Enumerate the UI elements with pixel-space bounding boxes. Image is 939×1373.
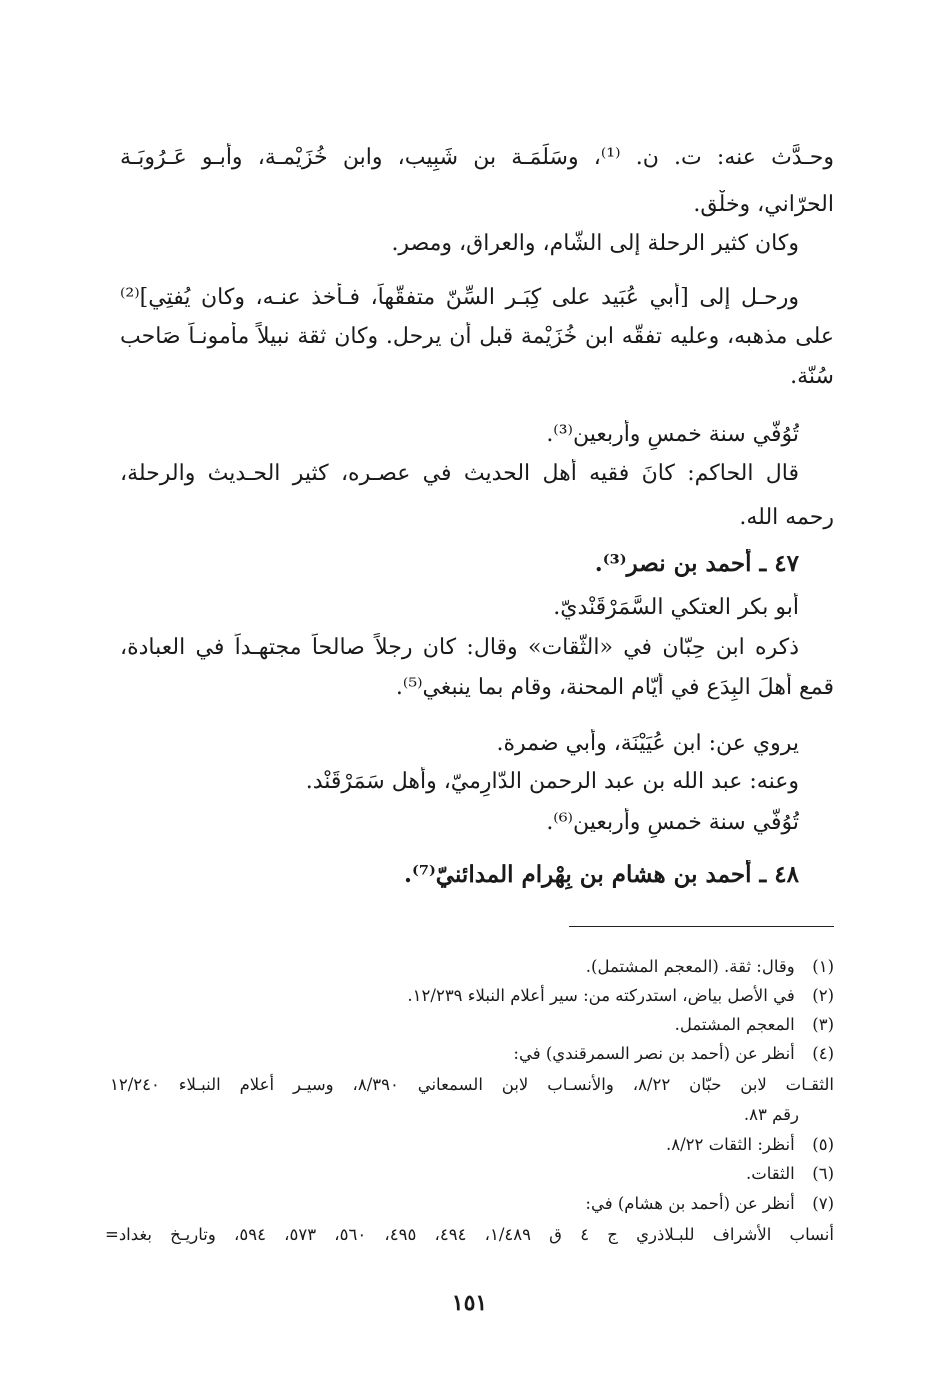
footnote-text: أنظر: الثقات ٨/٢٢. bbox=[665, 1135, 795, 1154]
body-line-13: قمع أهلَ البِدَع في أيّام المحنة، وقام بما ينبغي⁽⁵⁾. bbox=[395, 675, 834, 700]
footnote-number: (٦) bbox=[812, 1164, 834, 1183]
footnote-1 bbox=[105, 955, 834, 979]
footnote-number: (٧) bbox=[812, 1194, 834, 1213]
footnote-7-continuation: أنساب الأشراف للبـلاذري ج ٤ ق ١/٤٨٩، ٤٩٤، ٤٩٥، ٥٦٠، ٥٧٣، ٥٩٤، وتاريـخ بغداد= bbox=[105, 1225, 834, 1244]
footnote-number: (٣) bbox=[812, 1015, 834, 1034]
body-line-14: يروي عن: ابن عُيَيْنَة، وأبي ضمرة. bbox=[496, 731, 799, 756]
body-line-8: قال الحاكم: كانَ فقيه أهل الحديث في عصـره، كثير الحـديث والرحلة، bbox=[120, 461, 799, 486]
footnote-6 bbox=[105, 1162, 834, 1186]
body-line-3: وكان كثير الرحلة إلى الشّام، والعراق، ومصر. bbox=[391, 231, 799, 256]
body-line-12: ذكره ابن حِبّان في «الثّقات» وقال: كان رجلاً صالحاً مجتهـداً في العبادة، bbox=[120, 635, 799, 660]
footnote-number: (٥) bbox=[812, 1135, 834, 1154]
body-line-1: وحـدَّث عنه: ت. ن. ⁽¹⁾، وسَلَمَـة بن شَبِيب، وابن خُزَيْمـة، وأبـو عَـرُوبَـة bbox=[120, 145, 834, 170]
page-number: ١٥١ bbox=[451, 1290, 488, 1316]
body-line-11: أبو بكر العتكي السَّمَرْقَنْديّ. bbox=[553, 595, 799, 620]
footnote-4-continuation: الثقـات لابن حبّان ٨/٢٢، والأنسـاب لابن السمعاني ٨/٣٩٠، وسيـر أعلام النبـلاء ١٢/٢٤٠ bbox=[110, 1075, 834, 1094]
footnote-4-continuation-2: رقم ٨٣. bbox=[743, 1105, 799, 1124]
footnote-number: (٢) bbox=[812, 986, 834, 1005]
footnote-text: وقال: ثقة. (المعجم المشتمل). bbox=[585, 957, 795, 976]
body-line-16: تُوُفّي سنة خمسٍ وأربعين⁽⁶⁾. bbox=[546, 810, 799, 835]
footnote-number: (١) bbox=[812, 957, 834, 976]
footnote-3 bbox=[105, 1013, 834, 1037]
footnote-text: المعجم المشتمل. bbox=[674, 1015, 795, 1034]
body-line-6: سُنّة. bbox=[790, 364, 834, 389]
footnote-7 bbox=[105, 1192, 834, 1216]
body-line-2: الحرّاني، وخلْق. bbox=[693, 192, 834, 217]
body-line-7: تُوُفّي سنة خمسٍ وأربعين⁽³⁾. bbox=[546, 422, 799, 447]
footnote-text: الثقات. bbox=[746, 1164, 795, 1183]
body-line-4: ورحـل إلى [أبي عُبَيد على كِبَـر السِّنّ متفقّهاً، فـأخذ عنـه، وكان يُفتِي]⁽²⁾ bbox=[120, 285, 799, 310]
body-line-9: رحمه الله. bbox=[739, 505, 834, 530]
footnote-number: (٤) bbox=[812, 1044, 834, 1063]
body-line-15: وعنه: عبد الله بن عبد الرحمن الدّارِميّ، وأهل سَمَرْقَنْد. bbox=[305, 769, 799, 794]
entry-heading-48: ٤٨ ـ أحمد بن هشام بن بِهْرام المدائنيّ⁽⁷⁾. bbox=[404, 861, 799, 888]
footnote-2 bbox=[105, 984, 834, 1008]
footnote-text: أنظر عن (أحمد بن نصر السمرقندي) في: bbox=[513, 1044, 795, 1063]
body-line-5: على مذهبه، وعليه تفقّه ابن خُزَيْمة قبل أن يرحل. وكان ثقة نبيلاً مأمونـاً صَاحب bbox=[120, 324, 834, 349]
footnote-5 bbox=[105, 1133, 834, 1157]
footnote-separator bbox=[569, 926, 834, 927]
footnote-text: في الأصل بياض، استدركته من: سير أعلام النبلاء ١٢/٢٣٩. bbox=[407, 986, 795, 1005]
footnote-text: أنظر عن (أحمد بن هشام) في: bbox=[585, 1194, 795, 1213]
footnote-4 bbox=[105, 1042, 834, 1066]
entry-heading-47: ٤٧ ـ أحمد بن نصر⁽³⁾. bbox=[594, 550, 799, 577]
